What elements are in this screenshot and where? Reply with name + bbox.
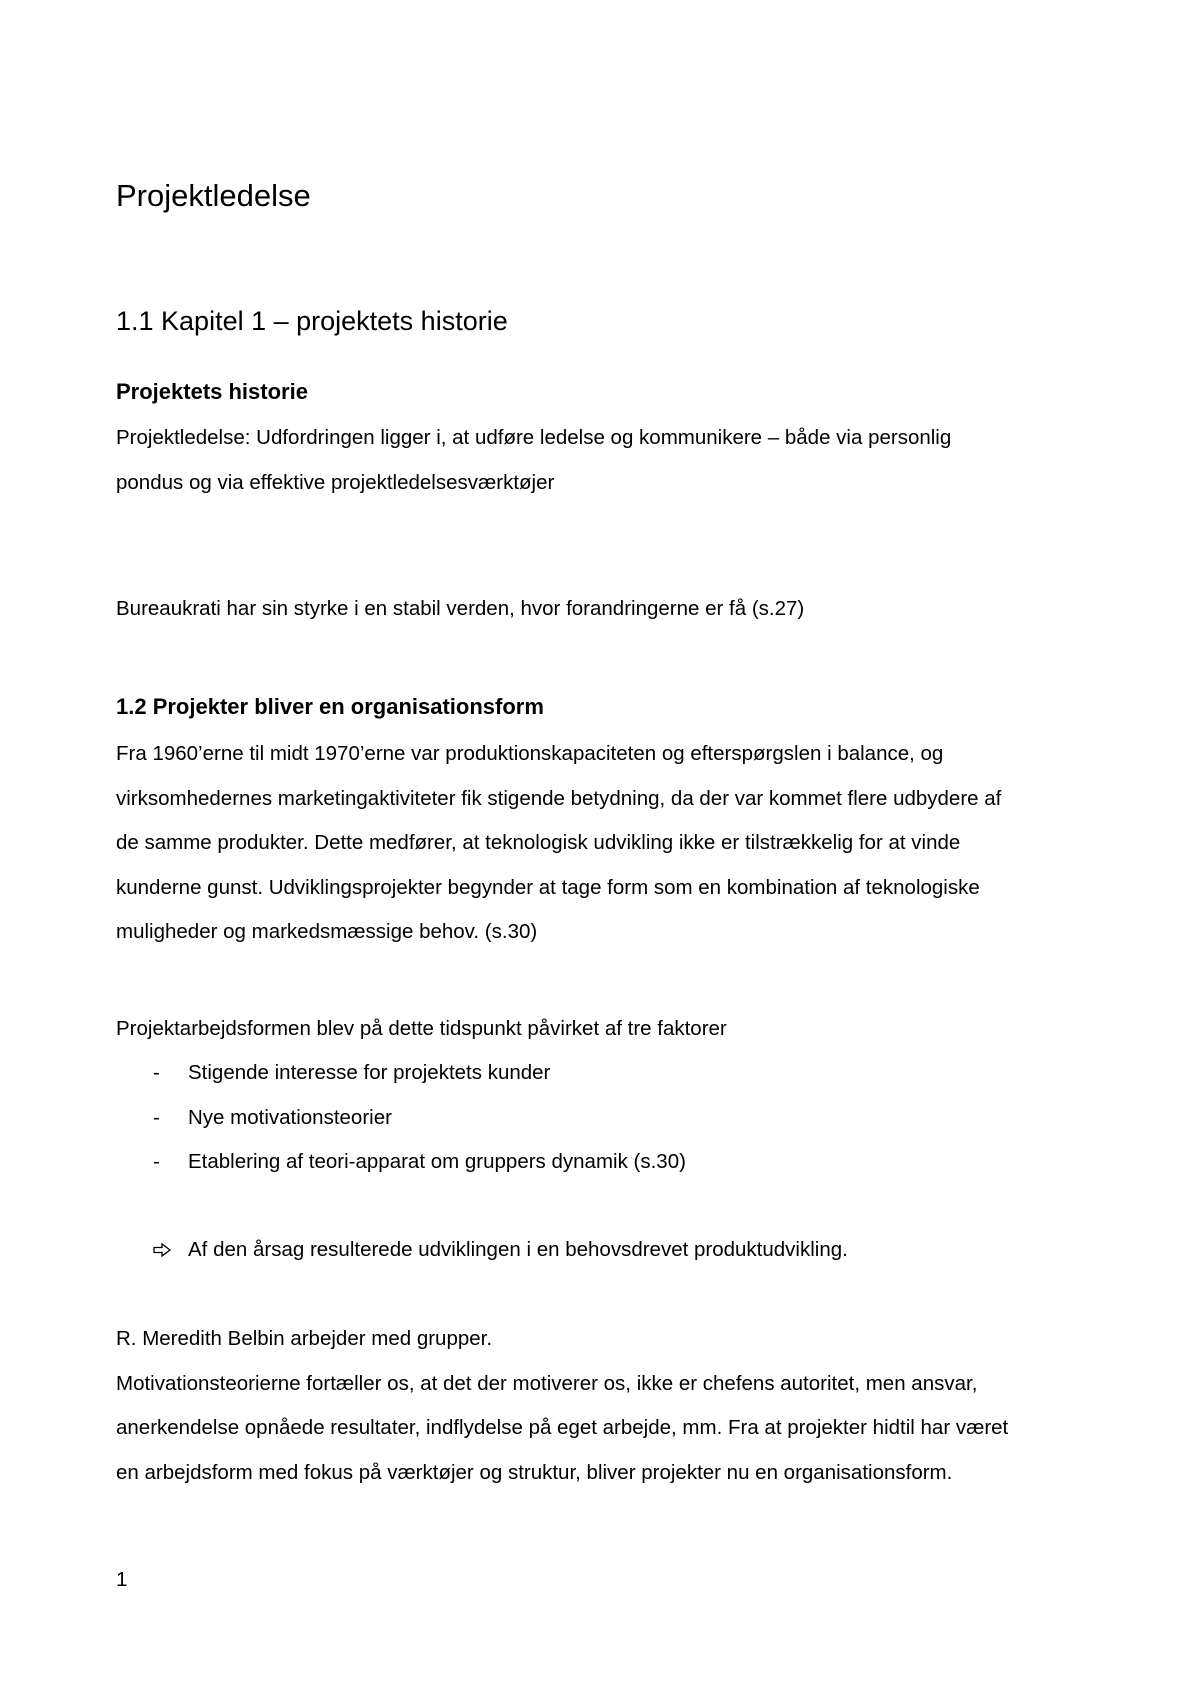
paragraph-line: Bureaukrati har sin styrke i en stabil verden, hvor forandringerne er få (s.27) xyxy=(116,597,805,620)
paragraph-line: virksomhedernes marketingaktiviteter fik stigende betydning, da der var kommet flere udbydere af xyxy=(116,786,1002,810)
dash-bullet-icon: - xyxy=(153,1061,160,1084)
list-item xyxy=(116,1051,686,1096)
list-intro xyxy=(116,1007,1106,1052)
paragraph-line: pondus og via effektive projektledelsesværktøjer xyxy=(116,470,555,494)
paragraph-line: R. Meredith Belbin arbejder med grupper. xyxy=(116,1327,493,1350)
paragraph-1960erne xyxy=(116,732,1106,955)
right-arrow-outline-icon xyxy=(153,1243,171,1257)
paragraph-line: en arbejdsform med fokus på værktøjer og struktur, bliver projekter nu en organisationsform. xyxy=(116,1460,953,1484)
conclusion-text: Af den årsag resulterede udviklingen i en behovsdrevet produktudvikling. xyxy=(188,1238,848,1261)
paragraph-belbin xyxy=(116,1317,1106,1495)
paragraph-line: Projektarbejdsformen blev på dette tidspunkt påvirket af tre faktorer xyxy=(116,1017,727,1040)
section-heading-organisationsform: 1.2 Projekter bliver en organisationsform xyxy=(116,694,544,719)
paragraph-line: muligheder og markedsmæssige behov. (s.30) xyxy=(116,920,538,943)
paragraph-line: Motivationsteorierne fortæller os, at det der motiverer os, ikke er chefens autoritet, men ansvar, xyxy=(116,1371,978,1395)
list-item-text: Etablering af teori-apparat om gruppers dynamik (s.30) xyxy=(188,1150,686,1173)
list-item xyxy=(116,1140,686,1185)
document-title: Projektledelse xyxy=(116,178,311,213)
paragraph-projektledelse xyxy=(116,416,1106,505)
dash-bullet-icon: - xyxy=(153,1150,160,1173)
paragraph-bureaukrati xyxy=(116,587,1106,632)
paragraph-line: kunderne gunst. Udviklingsprojekter begynder at tage form som en kombination af teknologiske xyxy=(116,875,980,899)
list-item-text: Nye motivationsteorier xyxy=(188,1105,392,1129)
dash-bullet-icon: - xyxy=(153,1105,160,1129)
paragraph-line: de samme produkter. Dette medfører, at teknologisk udvikling ikke er tilstrækkelig for at vinde xyxy=(116,831,961,854)
paragraph-line: Fra 1960’erne til midt 1970’erne var produktionskapaciteten og efterspørgslen i balance, og xyxy=(116,742,944,765)
list-item-text: Stigende interesse for projektets kunder xyxy=(188,1061,551,1084)
list-item xyxy=(116,1096,686,1141)
section-heading-projektets-historie: Projektets historie xyxy=(116,379,308,404)
chapter-heading: 1.1 Kapitel 1 – projektets historie xyxy=(116,306,508,336)
paragraph-line: Projektledelse: Udfordringen ligger i, at udføre ledelse og kommunikere – både via personlig xyxy=(116,426,952,449)
paragraph-line: anerkendelse opnåede resultater, indflydelse på eget arbejde, mm. Fra at projekter hidtil har været xyxy=(116,1416,1009,1439)
conclusion-item xyxy=(116,1228,848,1273)
page-number: 1 xyxy=(116,1568,128,1591)
factor-list xyxy=(116,1051,686,1185)
